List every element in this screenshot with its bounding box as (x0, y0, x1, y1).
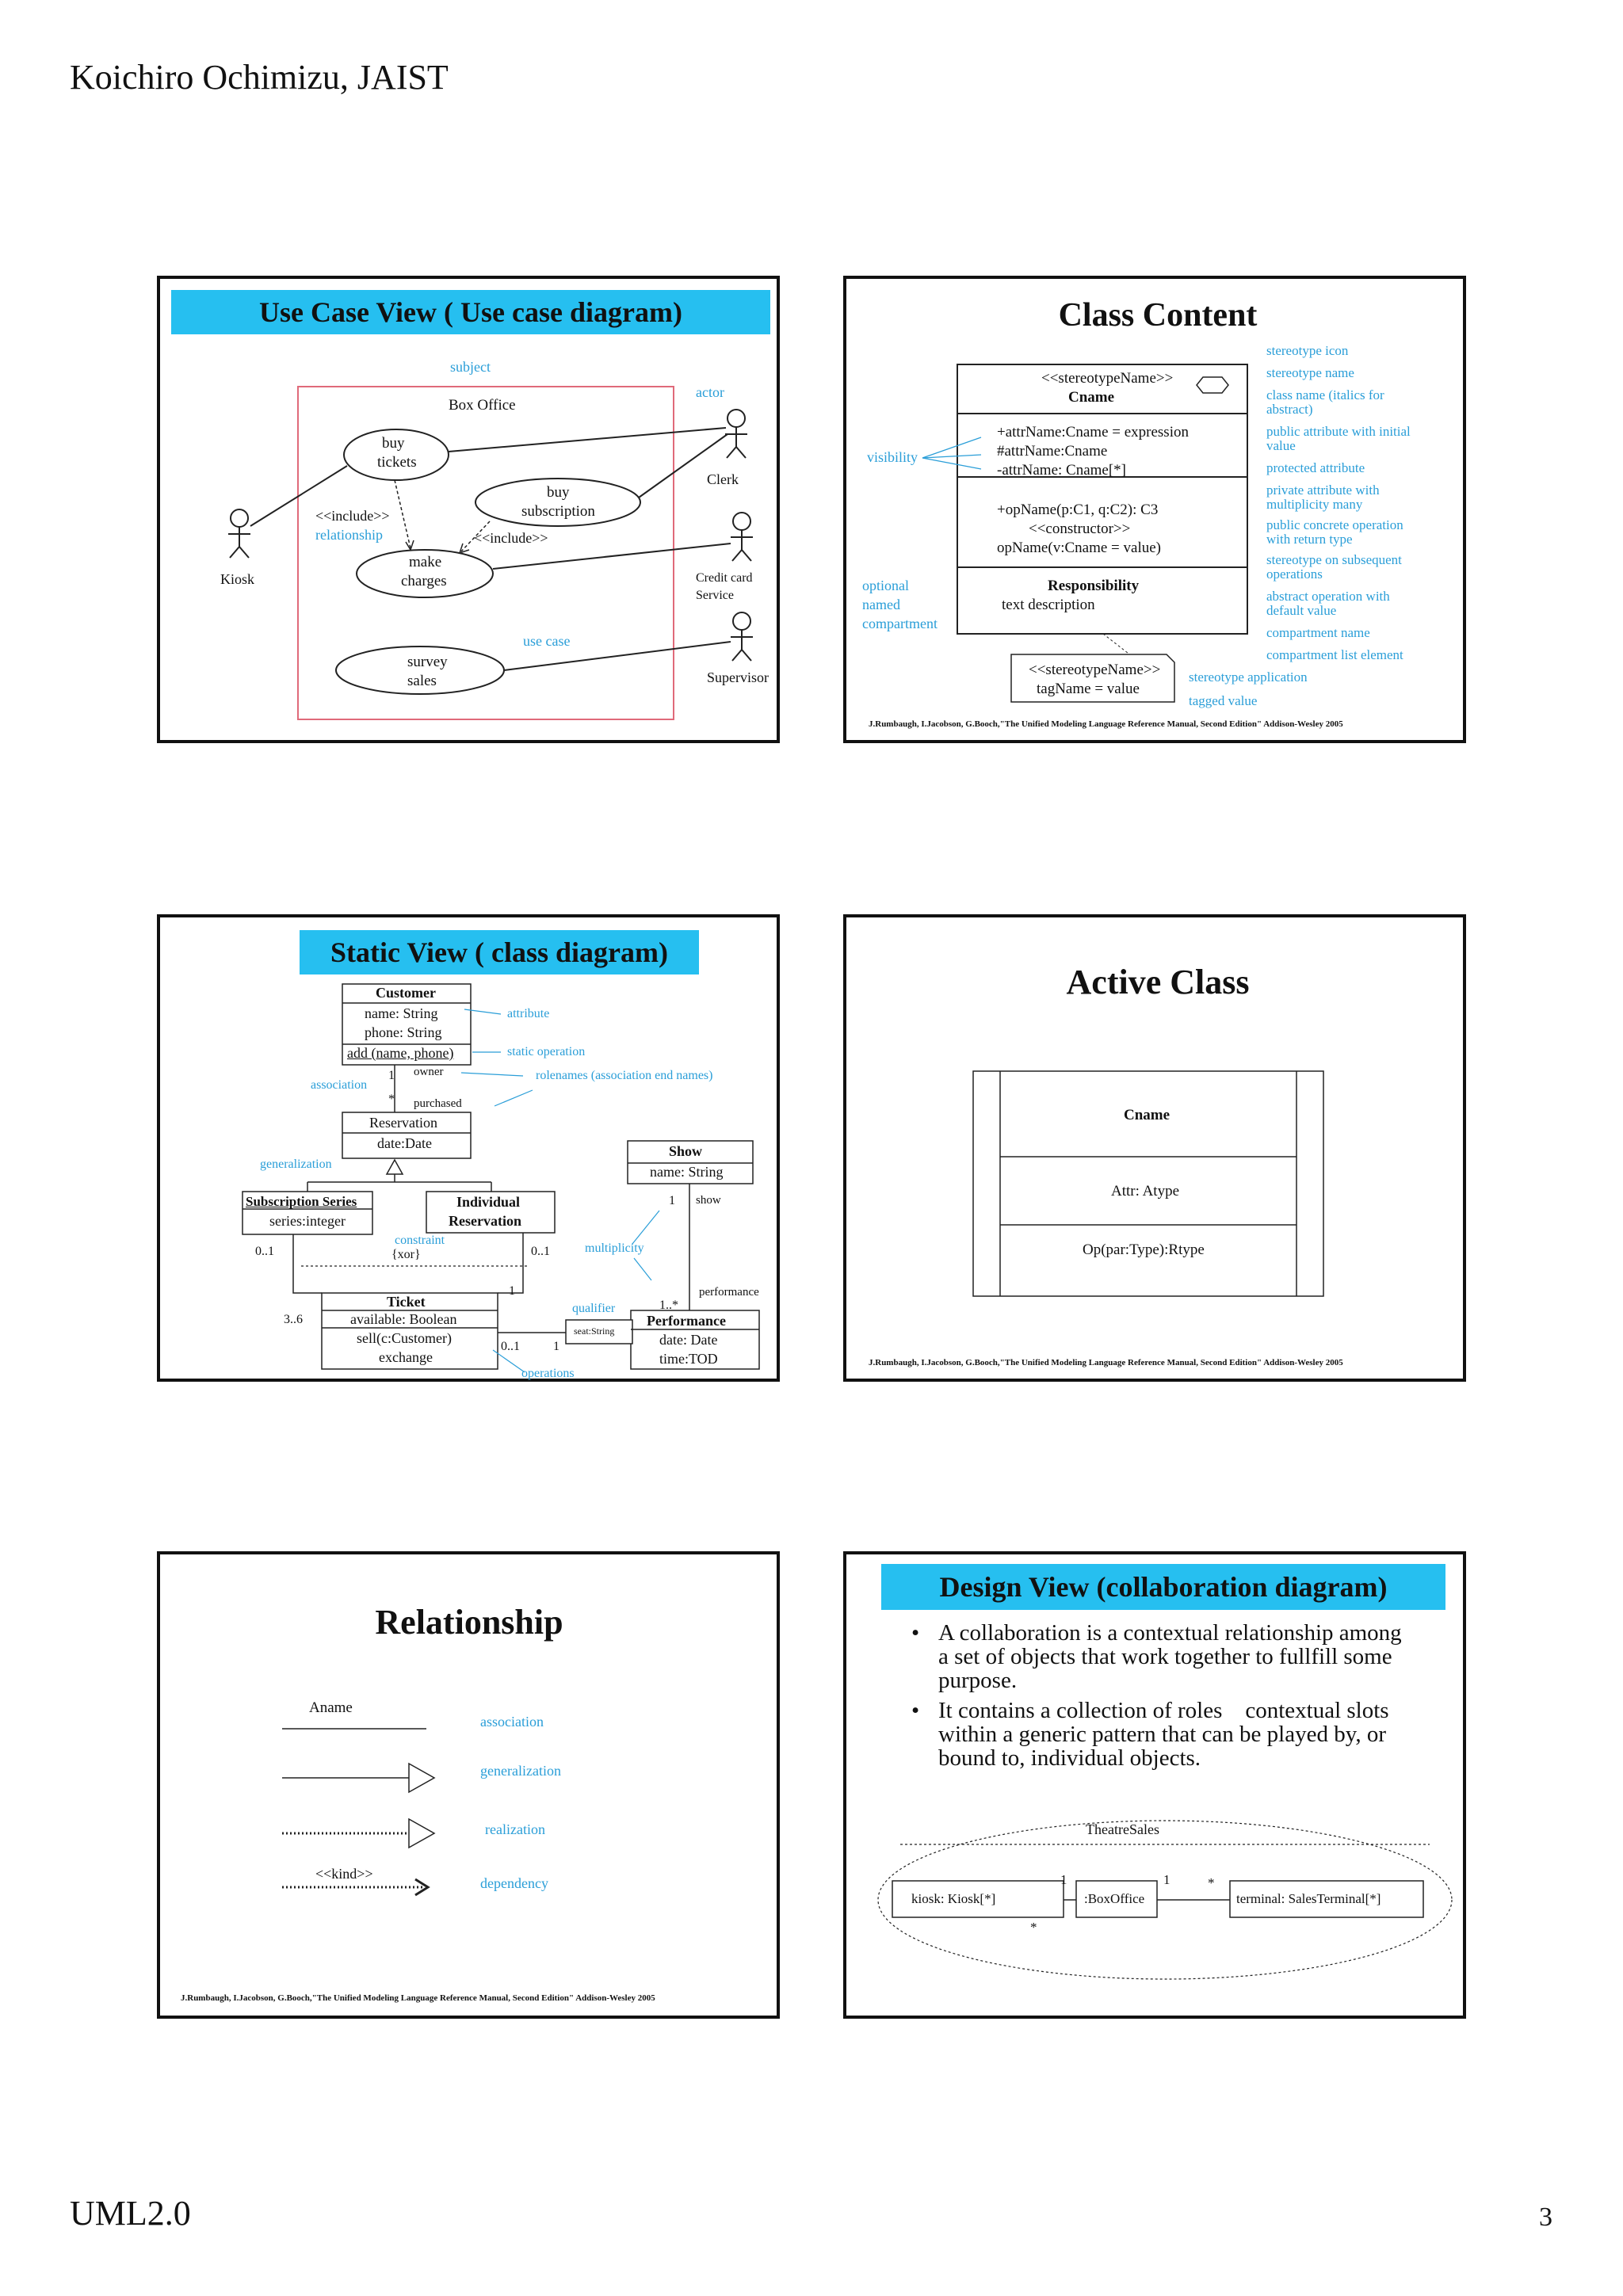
operation: opName(v:Cname = value) (997, 540, 1161, 556)
attribute: date:Date (377, 1135, 432, 1151)
label-include: <<include>> (474, 530, 548, 546)
compartment-item: text description (1002, 597, 1095, 613)
class-name: Reservation (449, 1213, 521, 1229)
actor-supervisor (731, 612, 753, 661)
multiplicity: 1..* (659, 1299, 678, 1312)
role-label: kiosk: Kiosk[*] (911, 1891, 996, 1906)
note-stereotype: <<stereotypeName>> (1029, 662, 1161, 678)
attribute: available: Boolean (350, 1311, 457, 1327)
role-label: :BoxOffice (1084, 1891, 1145, 1906)
slide-title: Static View ( class diagram) (300, 930, 699, 974)
constraint: {xor} (391, 1248, 421, 1261)
multiplicity: 1 (509, 1284, 515, 1298)
label-association: association (480, 1714, 544, 1730)
multiplicity: 1 (669, 1194, 675, 1207)
operation: exchange (379, 1349, 433, 1365)
note-label: stereotype icon (1266, 343, 1349, 358)
page-number: 3 (1539, 2203, 1552, 2232)
slide-active-class (843, 914, 1466, 1382)
bullet-line: It contains a collection of roles contextual slots (938, 1698, 1389, 1723)
page-header: Koichiro Ochimizu, JAIST (70, 58, 449, 97)
actor-kiosk (228, 509, 250, 558)
class-name: Reservation (369, 1115, 437, 1131)
bullet-2 (911, 1698, 1389, 1771)
class-name: Cname (1124, 1107, 1170, 1123)
class-name: Subscription Series (246, 1194, 357, 1209)
label-dependency: dependency (480, 1875, 548, 1891)
usecase-label: buy (382, 435, 405, 452)
label-box-office: Box Office (449, 397, 516, 414)
attribute: #attrName:Cname (997, 443, 1108, 460)
slide-title: Relationship (375, 1603, 563, 1642)
label-use-case: use case (523, 633, 571, 649)
bullet-line: a set of objects that work together to fullfill some (938, 1644, 1392, 1669)
slide-design-view (843, 1551, 1466, 2019)
slide-title: Use Case View ( Use case diagram) (171, 290, 770, 334)
label-actor: actor (696, 384, 724, 400)
note-label: stereotype on subsequent (1266, 552, 1402, 567)
class-stereotype: <<stereotypeName>> (1041, 370, 1174, 387)
citation: J.Rumbaugh, I.Jacobson, G.Booch,"The Unified Modeling Language Reference Manual, Second Edition" Addison-Wesley 2005 (181, 1993, 655, 2003)
note-label: association (311, 1078, 368, 1092)
role-name: performance (699, 1286, 759, 1299)
note-label: abstract operation with (1266, 589, 1390, 604)
bullet-dot: • (911, 1698, 920, 1723)
note-label: with return type (1266, 532, 1353, 547)
class-name: Performance (647, 1313, 726, 1329)
label-credit-card: Credit card (696, 571, 753, 585)
label-generalization: generalization (480, 1763, 561, 1779)
collaboration-name: TheatreSales (1086, 1821, 1159, 1837)
bullet-1 (911, 1620, 1402, 1693)
attribute: time:TOD (659, 1351, 718, 1367)
label-optional: named (862, 597, 900, 612)
page-footer: UML2.0 (70, 2194, 191, 2233)
slide-title: Class Content (1058, 297, 1258, 334)
dependency-kind: <<kind>> (315, 1866, 373, 1882)
note-label: qualifier (572, 1302, 616, 1315)
usecase-label: subscription (521, 503, 595, 520)
label-subject: subject (450, 359, 491, 375)
class-name: Show (669, 1143, 703, 1159)
slide-relationship (157, 1551, 780, 2019)
note-label: attribute (507, 1007, 550, 1020)
multiplicity: * (1208, 1875, 1215, 1890)
generalization-triangle (387, 1160, 403, 1174)
usecase-label: sales (407, 673, 437, 689)
slide-title: Design View (collaboration diagram) (881, 1564, 1445, 1610)
label-supervisor: Supervisor (707, 669, 769, 685)
bullet-line: purpose. (938, 1668, 1018, 1693)
actor-clerk (725, 410, 747, 458)
citation: J.Rumbaugh, I.Jacobson, G.Booch,"The Unified Modeling Language Reference Manual, Second Edition" Addison-Wesley 2005 (869, 1358, 1343, 1367)
multiplicity: 0..1 (531, 1245, 550, 1258)
compartment-name: Responsibility (1048, 578, 1140, 594)
note-label: compartment list element (1266, 647, 1403, 662)
label-kiosk: Kiosk (220, 571, 255, 587)
multiplicity: 3..6 (284, 1313, 303, 1326)
note-label: protected attribute (1266, 460, 1365, 475)
slide-title: Active Class (1066, 963, 1250, 1001)
bullet-dot: • (911, 1620, 920, 1646)
usecase-label: make (409, 554, 442, 570)
usecase-label: survey (407, 654, 448, 670)
slide-class-content (843, 276, 1466, 743)
bullet-line: within a generic pattern that can be played by, or (938, 1722, 1387, 1747)
note-label: generalization (260, 1158, 332, 1171)
class-name: Individual (456, 1194, 521, 1210)
attribute: series:integer (269, 1213, 346, 1229)
association-name: Aname (309, 1699, 353, 1716)
note-label: operations (1266, 566, 1323, 582)
label-optional: optional (862, 578, 909, 593)
note-label: multiplicity (585, 1241, 644, 1255)
multiplicity: 0..1 (255, 1245, 274, 1258)
attribute: -attrName: Cname[*] (997, 462, 1127, 479)
class-name: Cname (1068, 389, 1115, 406)
operation: Op(par:Type):Rtype (1083, 1241, 1205, 1258)
multiplicity: 1 (1060, 1872, 1067, 1887)
operation: +opName(p:C1, q:C2): C3 (997, 502, 1159, 518)
note-label: constraint (395, 1234, 445, 1247)
note-label: public concrete operation (1266, 517, 1403, 532)
attribute: name: String (650, 1164, 724, 1180)
role-name: show (696, 1194, 721, 1207)
bullet-line: bound to, individual objects. (938, 1745, 1201, 1771)
note-label: operations (521, 1367, 575, 1380)
class-name: Customer (376, 985, 436, 1001)
citation: J.Rumbaugh, I.Jacobson, G.Booch,"The Unified Modeling Language Reference Manual, Second Edition" Addison-Wesley 2005 (869, 719, 1343, 729)
qualifier: seat:String (574, 1325, 615, 1337)
slide-static-view (157, 914, 780, 1382)
note-label: stereotype application (1189, 669, 1308, 685)
operation: <<constructor>> (1029, 521, 1131, 537)
role-name: purchased (414, 1097, 462, 1110)
label-include: <<include>> (315, 508, 390, 524)
slide-use-case-view (157, 276, 780, 743)
multiplicity: 1 (1163, 1872, 1170, 1887)
note-label: tagged value (1189, 693, 1258, 708)
label-relationship: relationship (315, 527, 383, 543)
role-label: terminal: SalesTerminal[*] (1236, 1891, 1381, 1906)
usecase-label: buy (547, 484, 570, 501)
label-realization: realization (485, 1821, 545, 1837)
note-label: abstract) (1266, 402, 1313, 417)
multiplicity: 1 (553, 1340, 559, 1353)
label-credit-card: Service (696, 589, 734, 602)
note-label: rolenames (association end names) (536, 1069, 713, 1082)
note-label: public attribute with initial (1266, 424, 1411, 439)
multiplicity: * (388, 1093, 395, 1106)
attribute: name: String (365, 1005, 438, 1021)
note-label: class name (italics for (1266, 387, 1384, 402)
attribute: +attrName:Cname = expression (997, 424, 1189, 441)
role-name: owner (414, 1066, 444, 1078)
note-label: multiplicity many (1266, 497, 1363, 512)
multiplicity: 1 (388, 1069, 395, 1082)
label-visibility: visibility (867, 449, 918, 465)
multiplicity: * (1030, 1920, 1037, 1935)
use-case-diagram (160, 279, 783, 746)
operation: sell(c:Customer) (357, 1330, 452, 1346)
label-clerk: Clerk (707, 471, 739, 487)
note-label: static operation (507, 1045, 586, 1058)
note-label: stereotype name (1266, 365, 1354, 380)
label-optional: compartment (862, 616, 938, 631)
note-label: value (1266, 438, 1296, 453)
class-name: Ticket (387, 1294, 426, 1310)
bullet-line: A collaboration is a contextual relationship among (938, 1620, 1402, 1646)
operation: add (name, phone) (347, 1045, 454, 1061)
note-label: compartment name (1266, 625, 1370, 640)
note-label: default value (1266, 603, 1337, 618)
attribute: date: Date (659, 1332, 718, 1348)
actor-credit-card-service (731, 513, 753, 561)
usecase-label: tickets (377, 454, 417, 471)
attribute: phone: String (365, 1024, 442, 1040)
note-tagged-value: tagName = value (1037, 681, 1140, 697)
attribute: Attr: Atype (1111, 1183, 1180, 1199)
usecase-label: charges (401, 573, 447, 589)
multiplicity: 0..1 (501, 1340, 520, 1353)
note-label: private attribute with (1266, 482, 1380, 498)
